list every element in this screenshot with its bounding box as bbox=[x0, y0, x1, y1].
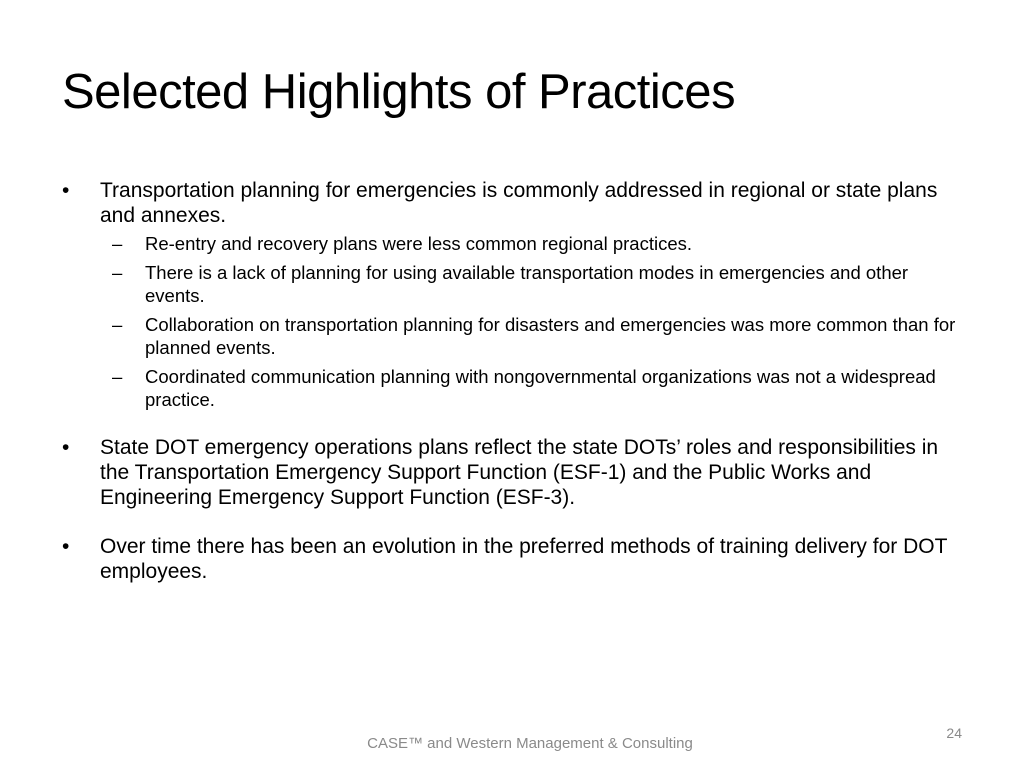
page-number: 24 bbox=[946, 725, 962, 741]
bullet-item bbox=[62, 178, 972, 411]
bullet-text: Over time there has been an evolution in the preferred methods of training delivery for DOT employees. bbox=[100, 535, 948, 583]
sub-bullet-marker: – bbox=[112, 314, 123, 335]
sub-bullet-text: Collaboration on transportation planning for disasters and emergencies was more common than for planned events. bbox=[145, 314, 956, 358]
sub-bullet-marker: – bbox=[112, 366, 123, 387]
sub-bullet-marker: – bbox=[112, 262, 123, 283]
bullet-text: State DOT emergency operations plans reflect the state DOTs’ roles and responsibilities in the Transportation Emergency Support Function (ESF-1) and the Public Works and Engineering Emergency Support Function (ESF-3). bbox=[100, 436, 939, 509]
sub-bullet-item bbox=[100, 365, 972, 411]
bullet-list bbox=[62, 178, 972, 584]
sub-bullet-item bbox=[100, 232, 972, 255]
sub-bullet-text: There is a lack of planning for using available transportation modes in emergencies and other events. bbox=[145, 262, 909, 306]
sub-bullet-marker: – bbox=[112, 233, 123, 254]
slide-title: Selected Highlights of Practices bbox=[62, 65, 736, 119]
bullet-text: Transportation planning for emergencies is commonly addressed in regional or state plans and annexes. bbox=[100, 179, 938, 227]
sub-bullet-item bbox=[100, 261, 972, 307]
sub-bullet-text: Coordinated communication planning with nongovernmental organizations was not a widespread practice. bbox=[145, 366, 936, 410]
bullet-marker: • bbox=[62, 535, 70, 558]
sub-bullet-list bbox=[100, 232, 972, 411]
bullet-marker: • bbox=[62, 436, 70, 459]
bullet-item bbox=[62, 435, 972, 510]
sub-bullet-text: Re-entry and recovery plans were less common regional practices. bbox=[145, 233, 693, 254]
bullet-item bbox=[62, 534, 972, 584]
footer-text: CASE™ and Western Management & Consulting bbox=[367, 735, 693, 752]
bullet-marker: • bbox=[62, 179, 70, 202]
sub-bullet-item bbox=[100, 313, 972, 359]
